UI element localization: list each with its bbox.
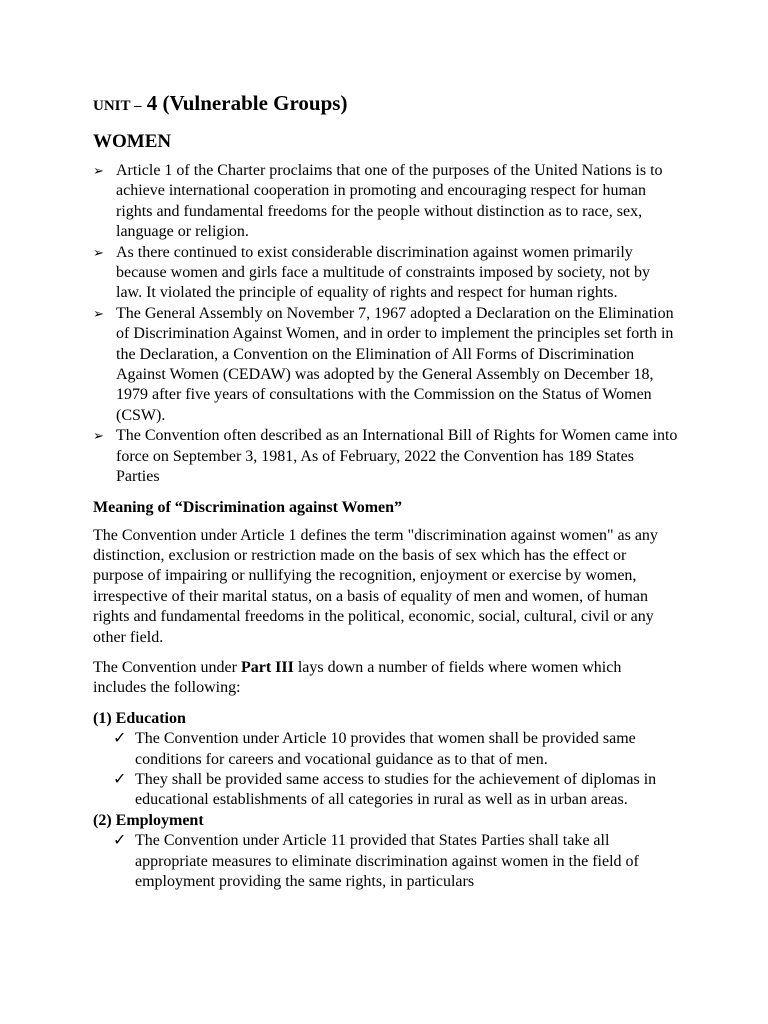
arrow-bullet-item [93, 426, 678, 487]
part-three-after: lays down a number of fields where women which includes the following: [93, 658, 622, 697]
bullet-text: Article 1 of the Charter proclaims that one of the purposes of the United Nations is to achieve international cooperation in promoting and encouraging respect for human rights and fundamental freedoms for the people without distinction as to race, sex, language or religion. [116, 162, 663, 241]
arrow-bullet-item [93, 161, 678, 243]
part-three-paragraph [93, 658, 678, 699]
check-text: They shall be provided same access to studies for the achievement of diplomas in educational establishments of all categories in rural as well as in urban areas. [135, 770, 657, 809]
employment-heading [93, 811, 678, 831]
check-item [113, 831, 678, 892]
bullet-text: As there continued to exist considerable discrimination against women primarily because women and girls face a multitude of constraints imposed by society, not by law. It violated the principle of equality of rights and respect for human rights. [116, 243, 650, 302]
education-heading [93, 709, 678, 729]
check-item [113, 770, 678, 811]
arrow-bullet-icon: ➢ [93, 305, 104, 321]
check-icon: ✓ [113, 770, 127, 788]
arrow-bullet-item [93, 304, 678, 426]
check-icon: ✓ [113, 730, 127, 748]
education-list [93, 729, 678, 811]
section-number: (2) [93, 811, 112, 829]
meaning-heading: Meaning of “Discrimination against Women” [93, 498, 403, 516]
check-icon: ✓ [113, 832, 127, 850]
section-name: Employment [115, 811, 204, 829]
arrow-bullet-item [93, 243, 678, 304]
section-number: (1) [93, 709, 112, 727]
arrow-bullet-icon: ➢ [93, 163, 104, 178]
arrow-bullet-icon: ➢ [93, 428, 104, 444]
bullet-text: The Convention often described as an International Bill of Rights for Women came into force on September 3, 1981, As of February, 2022 the Convention has 189 States Parties [116, 427, 678, 486]
meaning-paragraph: The Convention under Article 1 defines the term "discrimination against women" as any distinction, exclusion or restriction made on the basis of sex which has the effect or purpose of impairing or nullifying the recognition, enjoyment or exercise by women, irrespective of their marital status, on a basis of equality of men and women, of human rights and fundamental freedoms in the political, economic, social, cultural, civil or any other field. [93, 526, 658, 646]
unit-label: UNIT – [93, 98, 142, 114]
check-text: The Convention under Article 11 provided that States Parties shall take all appropriate measures to eliminate discrimination against women in the field of employment providing the same rights, in particulars [135, 832, 639, 890]
employment-list [93, 831, 678, 892]
part-three-bold: Part III [240, 658, 294, 676]
unit-heading: 4 (Vulnerable Groups) [146, 91, 348, 115]
section-title: WOMEN [93, 131, 172, 152]
bullet-text: The General Assembly on November 7, 1967 adopted a Declaration on the Elimination of Discrimination Against Women, and in order to implement the principles set forth in the Declaration, a Convention on the Elimination of All Forms of Discrimination Against Women (CEDAW) was adopted by the General Assembly on December 18, 1979 after five years of consultations with the Commission on the Status of Women (CSW). [116, 304, 674, 424]
check-item [113, 729, 678, 770]
unit-title [93, 88, 678, 121]
arrow-bullet-list [93, 161, 678, 488]
check-text: The Convention under Article 10 provides that women shall be provided same conditions for careers and vocational guidance as to that of men. [135, 730, 636, 768]
arrow-bullet-icon: ➢ [93, 244, 104, 260]
part-three-before: The Convention under [93, 658, 241, 676]
section-name: Education [115, 709, 186, 727]
